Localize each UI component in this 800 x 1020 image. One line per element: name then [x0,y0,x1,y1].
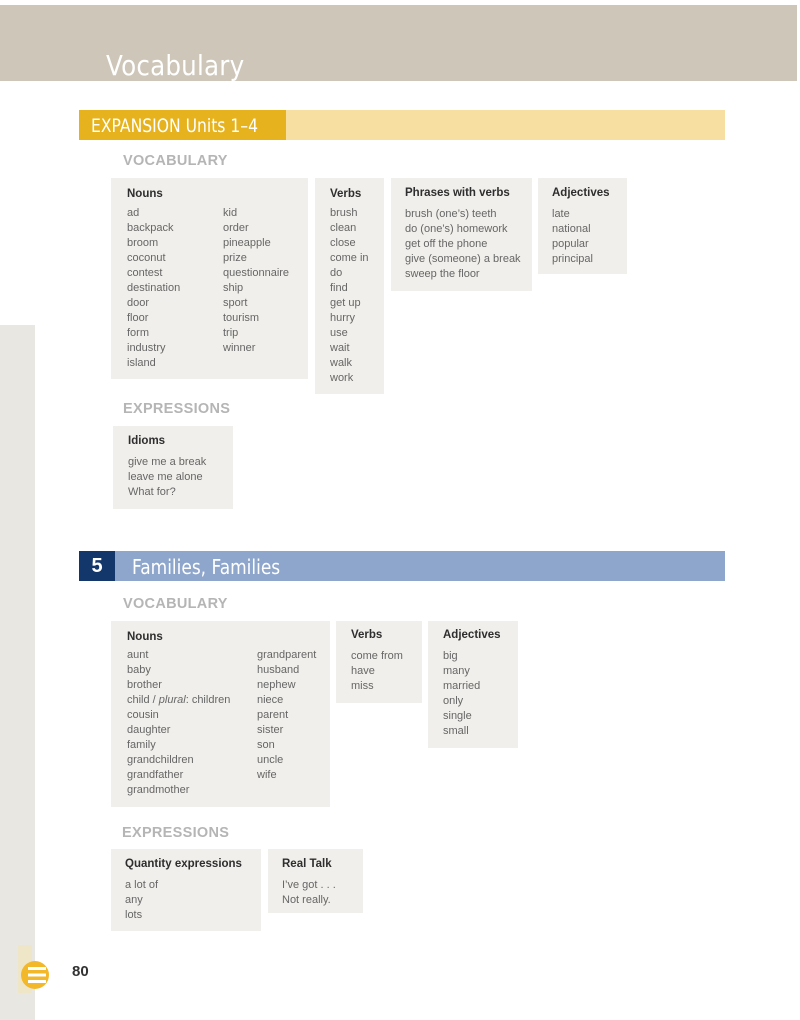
unit5-expressions-heading: EXPRESSIONS [122,825,230,841]
vocab-word: trip [223,327,239,339]
vocab-word: wait [330,342,350,354]
vocab-word: wife [257,769,277,781]
vocab-word: work [330,372,354,384]
unit5-verbs-list [351,649,403,694]
vocab-word: miss [351,680,374,692]
expansion-verbs-list [330,206,369,386]
expansion-label [79,110,286,140]
page-number: 80 [72,963,89,980]
side-strip [0,325,35,1020]
vocab-word: order [223,222,249,234]
vocab-word: sister [257,724,284,736]
unit5-quantity-title: Quantity expressions [125,858,242,870]
expansion-nouns-box [111,178,308,379]
expansion-nouns-col2 [223,206,289,356]
vocab-word: big [443,650,458,662]
expansion-phrases-title: Phrases with verbs [405,187,510,199]
expansion-nouns-title: Nouns [127,188,163,200]
vocab-word: door [127,297,150,309]
vocab-word: child / plural: children [127,694,231,706]
vocab-word: come from [351,650,403,662]
unit5-nouns-col2 [257,648,316,783]
vocab-word: industry [127,342,166,354]
vocab-word: destination [127,282,181,294]
unit5-verbs-box [336,621,422,703]
vocab-word: small [443,725,469,737]
vocab-word: nephew [257,679,296,691]
vocab-word: do [330,267,343,279]
vocab-word: contest [127,267,163,279]
expansion-expressions-heading: EXPRESSIONS [123,401,231,417]
page-header [0,5,797,81]
expansion-adjectives-list [552,207,593,267]
expression-item: What for? [128,486,176,498]
vocab-word: floor [127,312,149,324]
vocab-word: broom [127,237,159,249]
vocab-word: pineapple [223,237,271,249]
expression-item: give me a break [128,456,207,468]
unit5-number-badge [79,551,115,581]
vocab-word: find [330,282,348,294]
vocab-word: uncle [257,754,284,766]
vocab-word: backpack [127,222,174,234]
expansion-adjectives-box [538,178,627,274]
unit5-vocabulary-heading: VOCABULARY [123,596,228,612]
vocab-word: prize [223,252,247,264]
expansion-label-text: EXPANSION Units 1–4 [91,115,258,137]
unit5-verbs-title: Verbs [351,629,383,641]
vocab-word: ad [127,207,140,219]
vocab-word: questionnaire [223,267,290,279]
vocab-word: get up [330,297,361,309]
expansion-phrases-list [405,207,521,282]
vocab-word: grandparent [257,649,317,661]
vocab-word: popular [552,238,589,250]
vocab-word: single [443,710,472,722]
vocab-word: walk [330,357,353,369]
expression-item: I’ve got . . . [282,879,336,891]
vocab-word: husband [257,664,300,676]
unit5-nouns-title: Nouns [127,631,163,643]
expansion-idioms-list [128,455,206,500]
expression-item: a lot of [125,879,159,891]
vocab-word: ship [223,282,244,294]
unit5-number: 5 [91,555,103,577]
vocab-word: island [127,357,156,369]
unit5-adjectives-box [428,621,518,748]
vocab-word: sweep the floor [405,268,480,280]
vocab-word: form [127,327,149,339]
unit5-nouns-box [111,621,330,807]
expression-item: Not really. [282,894,331,906]
vocab-word: daughter [127,724,171,736]
vocab-word: get off the phone [405,238,488,250]
vocab-word: cousin [127,709,159,721]
unit5-realtalk-title: Real Talk [282,858,332,870]
vocab-word: brush (one’s) teeth [405,208,497,220]
vocab-word: grandfather [127,769,184,781]
unit5-nouns-col1 [127,648,230,798]
vocab-word: grandchildren [127,754,194,766]
vocab-word: family [127,739,156,751]
expansion-verbs-title: Verbs [330,188,362,200]
vocab-word: married [443,680,481,692]
expansion-band [79,110,725,140]
vocab-word: brother [127,679,162,691]
vocab-word: come in [330,252,369,264]
unit5-band [79,551,725,581]
vocab-word: do (one’s) homework [405,223,508,235]
unit5-adjectives-title: Adjectives [443,629,501,641]
vocab-word: have [351,665,375,677]
vocab-word: national [552,223,591,235]
vocab-word: close [330,237,356,249]
expansion-idioms-title: Idioms [128,435,166,447]
vocab-word: tourism [223,312,260,324]
vocab-word: only [443,695,464,707]
publisher-logo-icon [18,945,52,993]
vocab-word: use [330,327,348,339]
expansion-nouns-col1 [127,206,180,371]
vocab-word: son [257,739,275,751]
expansion-vocabulary-heading: VOCABULARY [123,153,228,169]
unit5-quantity-list [125,878,158,923]
vocab-word: niece [257,694,284,706]
unit5-title: Families, Families [132,555,281,579]
expansion-verbs-box [315,178,384,394]
expression-item: leave me alone [128,471,203,483]
unit5-quantity-box [111,849,261,931]
unit5-realtalk-list [282,878,336,908]
expansion-adjectives-title: Adjectives [552,187,610,199]
page-title: Vocabulary [106,49,245,82]
vocab-word: clean [330,222,357,234]
vocab-word: sport [223,297,248,309]
vocab-word: aunt [127,649,149,661]
unit5-adjectives-list [443,649,480,739]
vocab-word: grandmother [127,784,190,796]
expression-item: any [125,894,143,906]
unit5-realtalk-box [268,849,363,913]
vocab-word: baby [127,664,151,676]
vocab-word: brush [330,207,358,219]
vocab-word: hurry [330,312,356,324]
vocab-word: give (someone) a break [405,253,521,265]
vocab-word: kid [223,207,238,219]
vocab-word: many [443,665,470,677]
vocab-word: late [552,208,570,220]
vocab-word: principal [552,253,593,265]
expression-item: lots [125,909,143,921]
vocab-word: coconut [127,252,166,264]
vocab-word: winner [223,342,256,354]
expansion-phrases-box [391,178,532,291]
vocab-word: parent [257,709,289,721]
expansion-idioms-box [113,426,233,509]
